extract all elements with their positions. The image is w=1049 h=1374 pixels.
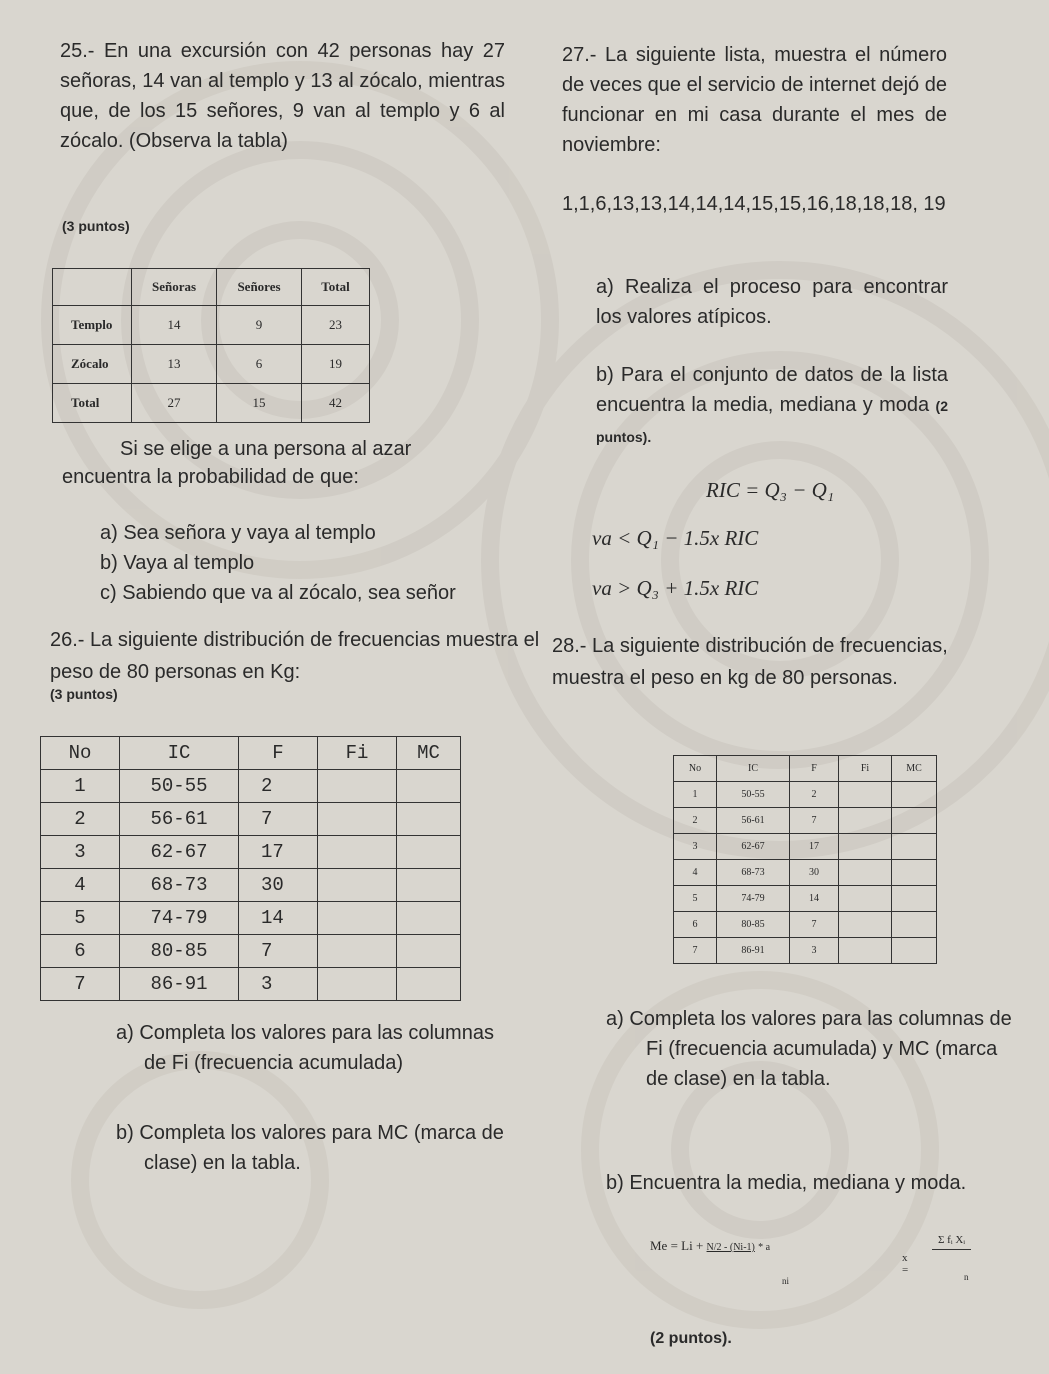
table-row: 5 74-79 14 (41, 902, 461, 935)
mc-cell[interactable] (892, 782, 937, 808)
fi-cell[interactable] (839, 938, 892, 964)
mc-cell[interactable] (397, 836, 461, 869)
table-header-row: Señoras Señores Total (53, 269, 370, 306)
q26-points: (3 puntos) (50, 686, 118, 702)
mc-cell[interactable] (892, 834, 937, 860)
fi-cell[interactable] (318, 902, 397, 935)
q27-item-b: b) Para el conjunto de datos de la lista encuentra la media, mediana y moda (2 puntos). (596, 364, 948, 445)
mc-cell[interactable] (397, 869, 461, 902)
q26-intro: 26.- La siguiente distribución de frecuencias muestra el peso de 80 personas en Kg: (50, 629, 540, 683)
table-header-row: No IC F Fi MC (41, 737, 461, 770)
list-item: c) Sabiendo que va al zócalo, sea señor (100, 582, 456, 604)
median-formula: Me = Li + N/2 - (Ni-1) * a ni (650, 1238, 790, 1286)
table-row: Total 27 15 42 (53, 384, 370, 423)
mc-cell[interactable] (892, 808, 937, 834)
q25-items (100, 518, 456, 608)
table-row: 2 56-61 7 (674, 808, 937, 834)
lower-outlier-formula: va < Q₁ − 1.5x RIC (592, 526, 759, 550)
list-item: b) Vaya al templo (100, 552, 255, 574)
q25-intro: 25.- En una excursión con 42 personas hay 27 señoras, 14 van al templo y 13 al zócalo, mientras que, de los 15 señores, 9 van al templo y 6 al zócalo. (Observa la tabla) (60, 40, 505, 152)
mc-cell[interactable] (892, 886, 937, 912)
table-row: 1 50-55 2 (41, 770, 461, 803)
mc-cell[interactable] (397, 935, 461, 968)
fi-cell[interactable] (318, 968, 397, 1001)
fi-cell[interactable] (318, 869, 397, 902)
mc-cell[interactable] (892, 938, 937, 964)
mc-cell[interactable] (397, 968, 461, 1001)
table-row: 6 80-85 7 (41, 935, 461, 968)
q28-frequency-table (673, 755, 937, 964)
mc-cell[interactable] (892, 860, 937, 886)
table-row: 5 74-79 14 (674, 886, 937, 912)
q26-item-a: a) Completa los valores para las columnas de Fi (frecuencia acumulada) (116, 1022, 494, 1074)
q26-item-b: b) Completa los valores para MC (marca de clase) en la tabla. (116, 1122, 504, 1174)
table-row: 4 68-73 30 (41, 869, 461, 902)
table-row: 3 62-67 17 (674, 834, 937, 860)
ric-formula: RIC = Q₃ − Q₁ (706, 478, 835, 502)
fi-cell[interactable] (318, 836, 397, 869)
fi-cell[interactable] (839, 912, 892, 938)
fi-cell[interactable] (318, 935, 397, 968)
table-row: 7 86-91 3 (41, 968, 461, 1001)
mc-cell[interactable] (892, 912, 937, 938)
mc-cell[interactable] (397, 803, 461, 836)
list-item: a) Sea señora y vaya al templo (100, 522, 376, 544)
fi-cell[interactable] (839, 860, 892, 886)
q27-intro: 27.- La siguiente lista, muestra el número de veces que el servicio de internet dejó de funcionar en mi casa durante el mes de noviembre: (562, 44, 947, 156)
mc-cell[interactable] (397, 770, 461, 803)
table-row: 3 62-67 17 (41, 836, 461, 869)
q25-points: (3 puntos) (62, 218, 130, 234)
fi-cell[interactable] (839, 782, 892, 808)
table-header-row: No IC F Fi MC (674, 756, 937, 782)
table-row: 4 68-73 30 (674, 860, 937, 886)
fi-cell[interactable] (318, 770, 397, 803)
q28-points: (2 puntos). (650, 1330, 732, 1347)
table-row: 1 50-55 2 (674, 782, 937, 808)
mc-cell[interactable] (397, 902, 461, 935)
q27-item-a: a) Realiza el proceso para encontrar los valores atípicos. (596, 276, 948, 328)
q25-prompt-line1: Si se elige a una persona al azar (120, 438, 412, 460)
table-row: Templo 14 9 23 (53, 306, 370, 345)
fi-cell[interactable] (839, 808, 892, 834)
table-row: 7 86-91 3 (674, 938, 937, 964)
fi-cell[interactable] (318, 803, 397, 836)
fi-cell[interactable] (839, 834, 892, 860)
fi-cell[interactable] (839, 886, 892, 912)
q28-item-b: b) Encuentra la media, mediana y moda. (606, 1172, 967, 1194)
q28-intro: 28.- La siguiente distribución de frecuencias, muestra el peso en kg de 80 personas. (552, 635, 948, 689)
table-row: 6 80-85 7 (674, 912, 937, 938)
q27-data-list: 1,1,6,13,13,14,14,14,15,15,16,18,18,18, 19 (562, 193, 946, 215)
q25-prompt-line2: encuentra la probabilidad de que: (62, 466, 359, 488)
q28-item-a: a) Completa los valores para las columnas de Fi (frecuencia acumulada) y MC (marca de clase) en la tabla. (606, 1008, 1012, 1090)
q26-frequency-table (40, 736, 461, 1001)
table-row: 2 56-61 7 (41, 803, 461, 836)
q25-table (52, 268, 370, 423)
upper-outlier-formula: va > Q₃ + 1.5x RIC (592, 576, 759, 600)
table-row: Zócalo 13 6 19 (53, 345, 370, 384)
